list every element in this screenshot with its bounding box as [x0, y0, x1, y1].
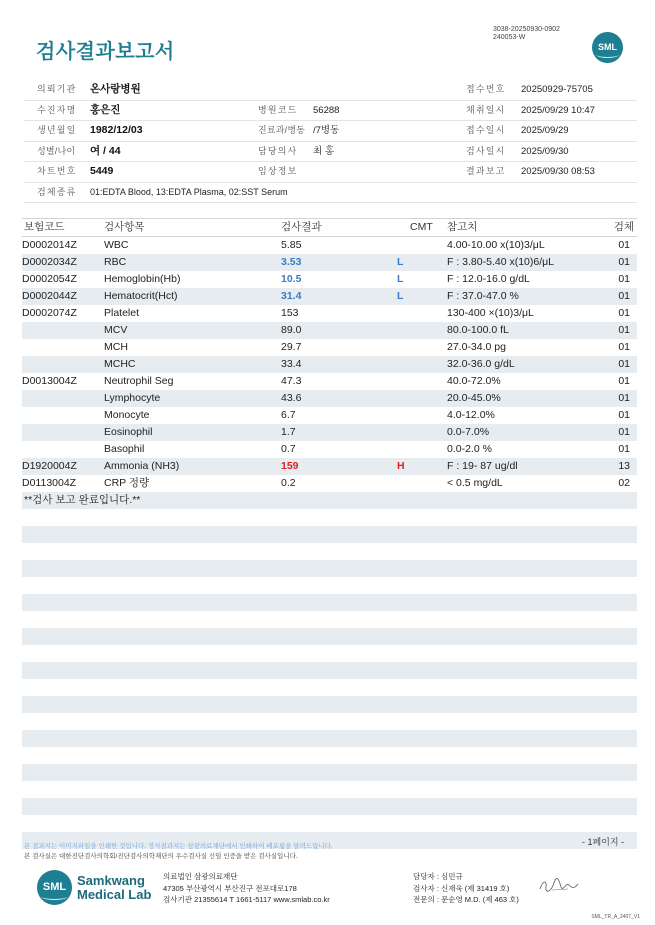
- cell-result: 29.7: [281, 341, 302, 353]
- info-row: [24, 121, 637, 142]
- cell-insurance-code: D0002054Z: [22, 273, 77, 285]
- test-date-label: 검사일시: [466, 145, 506, 156]
- table-row: [22, 254, 637, 271]
- results-table: [22, 237, 637, 509]
- patient-name-label: 수진자명: [37, 104, 77, 115]
- info-row: [24, 162, 637, 183]
- cell-specimen: 01: [618, 307, 630, 319]
- cell-result: 43.6: [281, 392, 302, 404]
- table-row: [22, 407, 637, 424]
- column-header-specimen: 검체: [613, 221, 634, 233]
- cell-insurance-code: D0013004Z: [22, 375, 77, 387]
- cell-result: 0.7: [281, 443, 296, 455]
- cell-specimen: 01: [618, 409, 630, 421]
- cell-test-item: WBC: [104, 239, 129, 251]
- cell-test-item: Ammonia (NH3): [104, 460, 180, 472]
- cell-specimen: 02: [618, 477, 630, 489]
- cell-test-item: MCV: [104, 324, 128, 336]
- patient-info: [24, 80, 637, 203]
- staff-technologist: 검사자 : 신재욱 (제 31419 호): [413, 883, 510, 893]
- accession-number-value: 20250929-75705: [521, 84, 593, 95]
- column-header-insurance-code: 보험코드: [24, 221, 65, 233]
- cell-reference-range: 0.0-2.0 %: [447, 443, 492, 455]
- receipt-date-value: 2025/09/29: [521, 125, 569, 136]
- cell-specimen: 01: [618, 290, 630, 302]
- accession-number-label: 접수번호: [466, 84, 506, 94]
- cell-reference-range: 27.0-34.0 pg: [447, 341, 506, 353]
- table-row: [22, 424, 637, 441]
- organization-info: [163, 871, 393, 906]
- report-title: 검사결과보고서: [36, 41, 175, 63]
- hospital-code-value: 56288: [313, 104, 340, 116]
- patient-name-value: 홍은진: [90, 103, 121, 116]
- cell-reference-range: 20.0-45.0%: [447, 392, 501, 404]
- cell-result: 153: [281, 307, 299, 319]
- cell-insurance-code: D0002014Z: [22, 239, 77, 251]
- cell-specimen: 01: [618, 239, 630, 251]
- cell-reference-range: 80.0-100.0 fL: [447, 324, 509, 336]
- cell-reference-range: 32.0-36.0 g/dL: [447, 358, 515, 370]
- specimen-types-value: 01:EDTA Blood, 13:EDTA Plasma, 02:SST Serum: [90, 186, 288, 197]
- department-ward-value: /7병동: [313, 125, 340, 136]
- cell-result: 0.2: [281, 477, 296, 489]
- birth-date-label: 생년월일: [37, 125, 77, 135]
- test-date-value: 2025/09/30: [521, 145, 569, 157]
- cell-reference-range: 0.0-7.0%: [447, 426, 490, 438]
- cell-specimen: 01: [618, 324, 630, 336]
- cell-test-item: Monocyte: [104, 409, 150, 421]
- staff-manager: 담당자 : 심민규: [413, 872, 463, 881]
- table-row: [22, 305, 637, 322]
- cell-result: 159: [281, 460, 299, 472]
- lab-name-logo: [77, 874, 151, 902]
- cell-result: 33.4: [281, 358, 302, 370]
- cell-specimen: 01: [618, 273, 630, 285]
- cell-specimen: 01: [618, 341, 630, 353]
- chart-number-label: 차트번호: [37, 166, 77, 176]
- cell-insurance-code: D1920004Z: [22, 460, 77, 472]
- sex-age-label: 성별/나이: [37, 145, 76, 156]
- cell-specimen: 01: [618, 256, 630, 268]
- hospital-code-label: 병원코드: [258, 104, 298, 115]
- info-row: [24, 101, 637, 122]
- column-header-reference: 참고치: [447, 221, 478, 233]
- cell-specimen: 13: [618, 460, 630, 472]
- cell-test-item: Basophil: [104, 443, 145, 455]
- print-notice: 본 결과지는 이미지파일을 인쇄한 것입니다. 정식결과지는 삼광의료재단에서 인쇄하여 배포됨을 알려드립니다.: [24, 843, 333, 850]
- table-row: [22, 441, 637, 458]
- document-sub-number: 240053-W: [493, 34, 526, 41]
- cell-test-item: Hemoglobin(Hb): [104, 273, 181, 285]
- referring-institution-value: 온사랑병원: [90, 83, 141, 95]
- table-row: [22, 237, 637, 254]
- cell-reference-range: F : 3.80-5.40 x(10)6/μL: [447, 256, 555, 268]
- cell-insurance-code: D0002034Z: [22, 256, 77, 268]
- clinical-info-label: 임상정보: [258, 166, 298, 176]
- page-number: - 1페이지 -: [582, 837, 625, 847]
- info-row: [24, 142, 637, 163]
- cell-specimen: 01: [618, 443, 630, 455]
- table-row: [22, 373, 637, 390]
- cell-result: 1.7: [281, 426, 296, 438]
- department-ward-label: 진료과/병동: [258, 125, 306, 135]
- cell-result: 10.5: [281, 273, 302, 285]
- cell-reference-range: F : 19- 87 ug/dl: [447, 460, 518, 472]
- cell-result: 6.7: [281, 409, 296, 421]
- cell-specimen: 01: [618, 358, 630, 370]
- completion-note-row: [22, 492, 637, 509]
- cell-specimen: 01: [618, 375, 630, 387]
- cell-reference-range: 4.0-12.0%: [447, 409, 495, 421]
- logo-arc: [596, 51, 619, 58]
- cell-result: 47.3: [281, 375, 302, 387]
- column-header-result: 검사결과: [281, 221, 322, 233]
- cell-test-item: Neutrophil Seg: [104, 375, 174, 387]
- cell-insurance-code: D0002074Z: [22, 307, 77, 319]
- collection-datetime-label: 채취일시: [466, 104, 506, 115]
- table-row: [22, 288, 637, 305]
- cell-specimen: 01: [618, 392, 630, 404]
- birth-date-value: 1982/12/03: [90, 124, 143, 136]
- collection-datetime-value: 2025/09/29 10:47: [521, 104, 595, 116]
- specimen-types-label: 검체종류: [37, 186, 77, 197]
- cell-reference-range: 40.0-72.0%: [447, 375, 501, 387]
- form-code: SML_TR_A_2407_V1: [591, 914, 640, 920]
- cell-result: 31.4: [281, 290, 302, 302]
- staff-info: [413, 871, 613, 906]
- signature: [538, 877, 580, 895]
- table-row: [22, 356, 637, 373]
- sml-logo-icon: [592, 32, 623, 63]
- logo-mark-text: SML: [598, 42, 617, 52]
- empty-table-rows: [22, 509, 637, 849]
- table-row: [22, 458, 637, 475]
- lab-name-line2: Medical Lab: [77, 887, 152, 902]
- cell-reference-range: F : 37.0-47.0 %: [447, 290, 519, 302]
- table-row: [22, 339, 637, 356]
- cell-test-item: MCH: [104, 341, 128, 353]
- cell-test-item: RBC: [104, 256, 127, 268]
- organization-name: 의료법인 삼광의료재단: [163, 872, 238, 881]
- cell-reference-range: < 0.5 mg/dL: [447, 477, 503, 489]
- table-row: [22, 390, 637, 407]
- cell-reference-range: 4.00-10.00 x(10)3/μL: [447, 239, 545, 251]
- column-header-cmt: CMT: [410, 221, 433, 233]
- info-row: [24, 183, 637, 204]
- attending-physician-value: 최 홍: [313, 145, 334, 157]
- column-header-test-item: 검사항목: [104, 221, 145, 233]
- cell-test-item: Hematocrit(Hct): [104, 290, 178, 302]
- organization-contact: 검사기관 21355614 T 1661-5117 www.smlab.co.kr: [163, 895, 330, 904]
- cell-test-item: CRP 정량: [104, 477, 150, 489]
- referring-institution-label: 의뢰기관: [37, 84, 77, 94]
- report-datetime-value: 2025/09/30 08:53: [521, 166, 595, 177]
- report-datetime-label: 결과보고: [466, 166, 506, 176]
- cell-insurance-code: D0113004Z: [22, 477, 77, 489]
- sex-age-value: 여 / 44: [90, 144, 121, 157]
- staff-specialist: 전문의 : 문순영 M.D. (제 463 호): [413, 895, 519, 904]
- receipt-date-label: 접수일시: [466, 125, 506, 135]
- chart-number-value: 5449: [90, 165, 114, 177]
- cell-reference-range: 130-400 ×(10)3/μL: [447, 307, 534, 319]
- cell-insurance-code: D0002044Z: [22, 290, 77, 302]
- cell-test-item: Eosinophil: [104, 426, 153, 438]
- table-row: [22, 271, 637, 288]
- sml-logo-icon: [37, 870, 72, 905]
- document-number: 3038-20250930-0902: [493, 26, 560, 33]
- cell-reference-range: F : 12.0-16.0 g/dL: [447, 273, 530, 285]
- organization-address: 47305 부산광역시 부산진구 전포대로178: [163, 883, 297, 893]
- info-row: [24, 80, 637, 101]
- completion-note: **검사 보고 완료입니다.**: [24, 494, 141, 506]
- cell-test-item: MCHC: [104, 358, 136, 370]
- cell-cmt-flag: L: [397, 256, 404, 268]
- cell-cmt-flag: H: [397, 460, 405, 472]
- cell-specimen: 01: [618, 426, 630, 438]
- cell-cmt-flag: L: [397, 273, 404, 285]
- accreditation-note: 본 검사실은 대한진단검사의학회/진단검사의학재단의 우수검사실 신임 인증을 받은 검사실입니다.: [24, 853, 298, 860]
- table-row: [22, 475, 637, 492]
- attending-physician-label: 담당의사: [258, 145, 298, 156]
- results-table-header: [22, 218, 637, 237]
- cell-result: 5.85: [281, 239, 302, 251]
- table-row: [22, 322, 637, 339]
- cell-result: 89.0: [281, 324, 302, 336]
- cell-cmt-flag: L: [397, 290, 404, 302]
- logo-arc: [41, 893, 68, 900]
- lab-name-line1: Samkwang: [77, 873, 145, 888]
- cell-test-item: Platelet: [104, 307, 140, 319]
- cell-test-item: Lymphocyte: [104, 392, 161, 404]
- cell-result: 3.53: [281, 256, 302, 268]
- logo-mark-text: SML: [42, 881, 67, 893]
